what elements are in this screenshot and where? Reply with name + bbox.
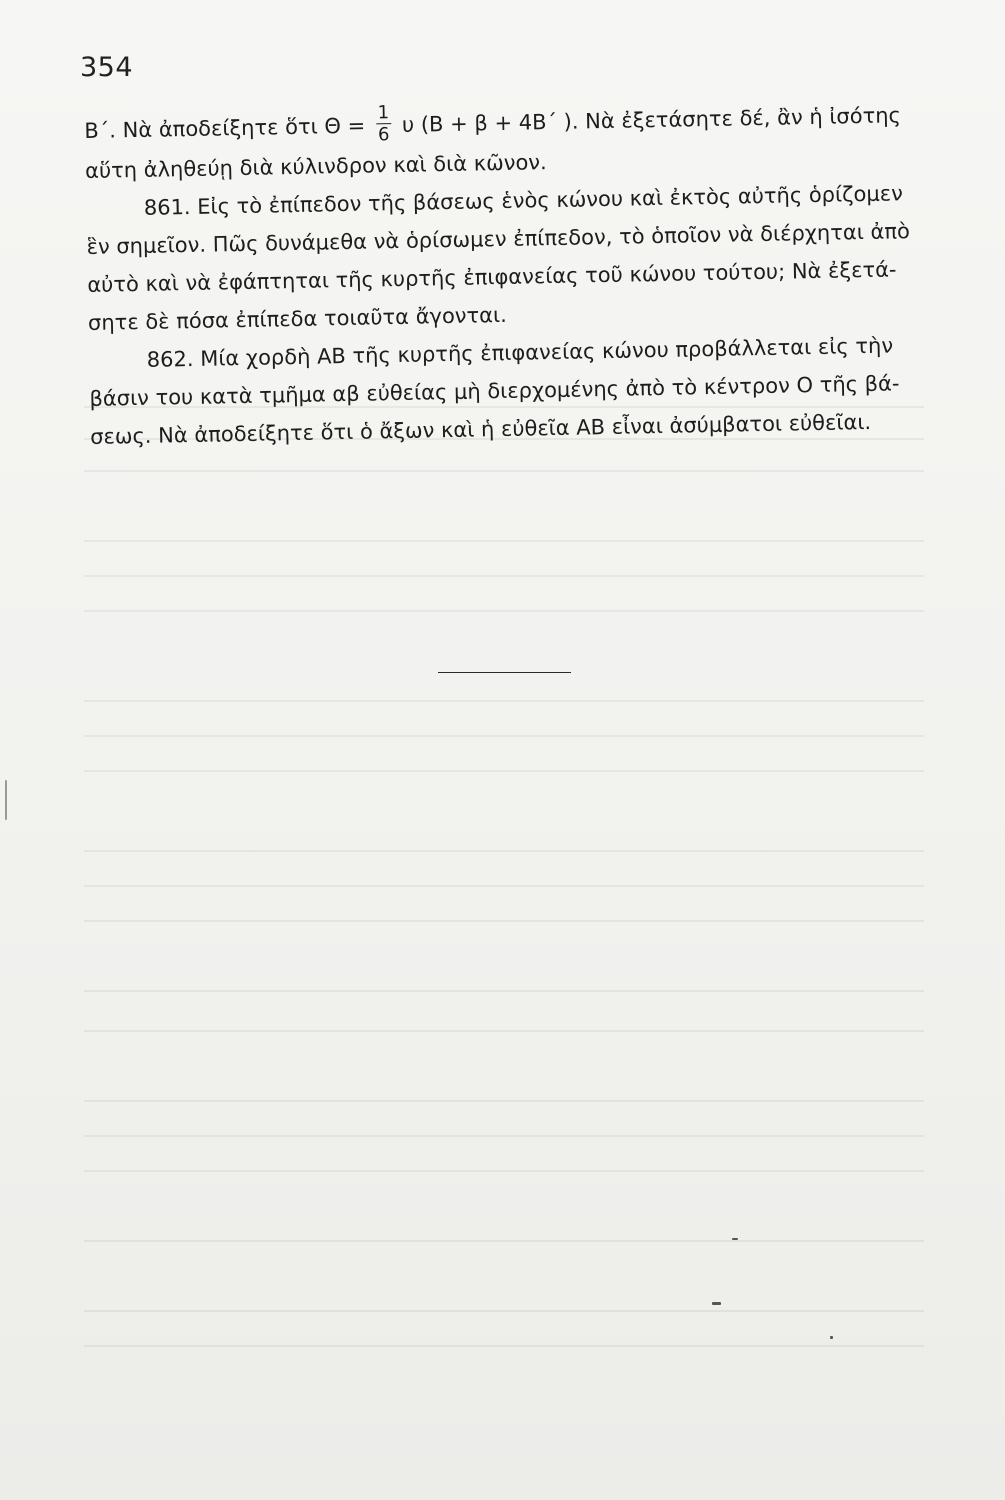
text-line: αὐτὸ καὶ νὰ ἐφάπτηται τῆς κυρτῆς ἐπιφανείας τοῦ κώνου τούτου; Νὰ ἐξετά- [87, 257, 897, 297]
bleed-through-line [84, 575, 924, 577]
bleed-through-line [84, 1240, 924, 1242]
dust-speck [830, 1336, 833, 1339]
fraction [375, 104, 391, 144]
bleed-through-line [84, 1100, 924, 1102]
body-text [84, 96, 930, 456]
text-line: σεως. Νὰ ἀποδείξητε ὅτι ὁ ἄξων καὶ ἡ εὐθεῖα ΑΒ εἶναι ἀσύμβατοι εὐθεῖαι. [90, 409, 872, 449]
bleed-through-line [84, 1170, 924, 1172]
text-line: ἓν σημεῖον. Πῶς δυνάμεθα νὰ ὁρίσωμεν ἐπίπεδον, τὸ ὁποῖον νὰ διέρχηται ἀπὸ [86, 219, 911, 259]
bleed-through-line [84, 920, 924, 922]
text-line: σητε δὲ πόσα ἐπίπεδα τοιαῦτα ἄγονται. [87, 302, 508, 335]
fraction-numerator: 1 [375, 104, 391, 124]
formula-text-after: υ (Β + β + 4Β΄ ). Νὰ ἐξετάσητε δέ, ἂν ἡ ἰσότης [395, 103, 902, 138]
bleed-through-line [84, 1345, 924, 1347]
fraction-denominator: 6 [377, 124, 390, 146]
dust-speck [712, 1302, 721, 1305]
bleed-through-line [84, 540, 924, 542]
bleed-through-line [84, 990, 924, 992]
bleed-through-line [84, 610, 924, 612]
bleed-through-line [84, 1030, 924, 1032]
formula-text-before: Β΄. Νὰ ἀποδείξητε ὅτι Θ = [84, 113, 373, 143]
dust-speck [732, 1238, 738, 1240]
bleed-through-line [84, 1135, 924, 1137]
bleed-through-line [84, 700, 924, 702]
page-number: 354 [80, 52, 134, 83]
text-line: βάσιν του κατὰ τμῆμα αβ εὐθείας μὴ διερχομένης ἀπὸ τὸ κέντρον Ο τῆς βά- [89, 371, 900, 411]
bleed-through-line [84, 770, 924, 772]
page-edge-mark [5, 780, 7, 820]
problem-862-start: 862. Μία χορδὴ ΑΒ τῆς κυρτῆς ἐπιφανείας κώνου προβάλλεται εἰς τὴν [146, 333, 894, 372]
bleed-through-line [84, 850, 924, 852]
text-line: αὕτη ἀληθεύῃ διὰ κύλινδρον καὶ διὰ κῶνον. [84, 150, 547, 183]
problem-861-start: 861. Εἰς τὸ ἐπίπεδον τῆς βάσεως ἑνὸς κώνου καὶ ἐκτὸς αὐτῆς ὁρίζομεν [143, 181, 904, 220]
bleed-through-line [84, 735, 924, 737]
bleed-through-line [84, 470, 924, 472]
section-divider [438, 672, 571, 673]
bleed-through-line [84, 885, 924, 887]
bleed-through-line [84, 1310, 924, 1312]
